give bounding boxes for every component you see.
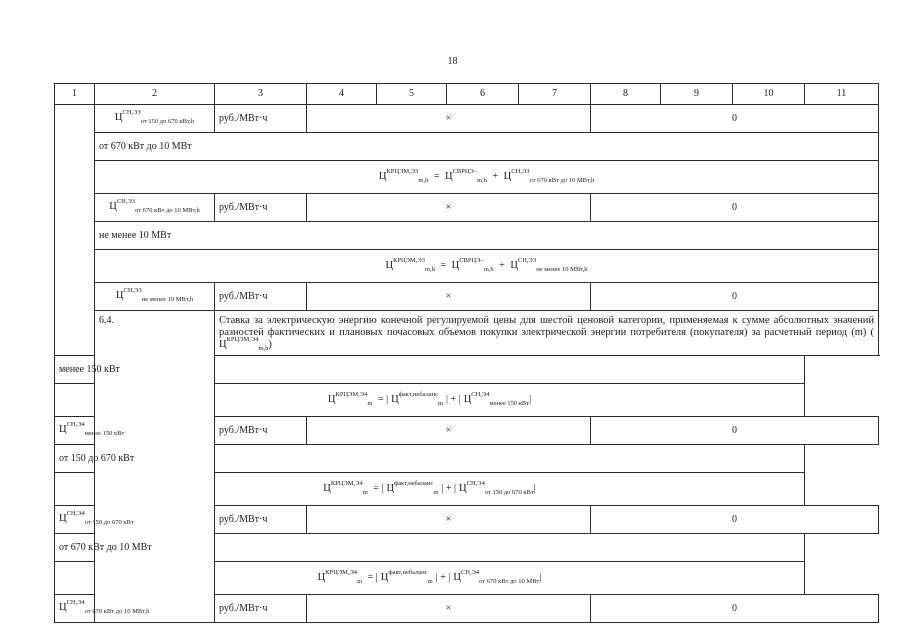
formula-row: [55, 562, 879, 595]
value-cell: 0: [591, 595, 879, 623]
price-symbol-cell: $Ц^{СН,ЭЗ}_{не менее 10 МВт,h}$: [95, 283, 215, 311]
cross-cell: ×: [307, 506, 591, 534]
unit-cell: руб./МВт·ч: [215, 283, 307, 311]
unit-cell: руб./МВт·ч: [215, 595, 307, 623]
price-symbol-cell: $Ц^{СН,Э4}_{менее 150 кВт}$: [55, 417, 95, 445]
value-cell: 0: [591, 105, 879, 133]
table-row: [55, 105, 879, 133]
price-symbol-cell: $Ц^{СН,ЭЗ}_{от 150 до 670 кВт,h}$: [95, 105, 215, 133]
section-label: от 150 до 670 кВт: [55, 445, 805, 473]
table-row: [55, 194, 879, 222]
section-label-row: [55, 222, 879, 250]
col-header-6: 6: [447, 84, 519, 105]
col-header-5: 5: [377, 84, 447, 105]
col-header-10: 10: [733, 84, 805, 105]
cross-cell: ×: [307, 417, 591, 445]
formula-cell: $Ц^{КРЦЭМ,Э4}_m$ = | $Ц^{факт,небаланс}_m$ | + | $Ц^{СН,Э4}_{от 670 кВт до 10 МВт}|$: [55, 562, 805, 595]
table-row: [55, 283, 879, 311]
value-cell: 0: [591, 283, 879, 311]
cross-cell: ×: [307, 105, 591, 133]
section-label: менее 150 кВт: [55, 356, 805, 384]
cross-cell: ×: [307, 194, 591, 222]
price-symbol-cell: $Ц^{СН,Э4}_{от 150 до 670 кВт}$: [55, 506, 95, 534]
section-label: от 670 кВт до 10 МВт: [55, 534, 805, 562]
col-header-1: 1: [55, 84, 95, 105]
col-header-7: 7: [519, 84, 591, 105]
col-header-11: 11: [805, 84, 879, 105]
section-label-row: [55, 356, 879, 384]
value-cell: 0: [591, 194, 879, 222]
formula-cell: $Ц^{КРЦЭМ,Э4}_m$ = | $Ц^{факт,небаланс}_m$ | + | $Ц^{СН,Э4}_{от 150 до 670 кВт}|$: [55, 473, 805, 506]
col-header-8: 8: [591, 84, 661, 105]
page-number: 18: [447, 56, 458, 67]
item-number-cell: [55, 105, 95, 356]
formula-cell: $Ц^{КРЦЭМ,Э4}_m$ = | $Ц^{факт,небаланс}_m$ | + | $Ц^{СН,Э4}_{менее 150 кВт}|$: [55, 384, 805, 417]
col-header-3: 3: [215, 84, 307, 105]
unit-cell: руб./МВт·ч: [215, 194, 307, 222]
formula-row: [55, 250, 879, 283]
formula-row: [55, 161, 879, 194]
cross-cell: ×: [307, 595, 591, 623]
col-header-9: 9: [661, 84, 733, 105]
formula-cell: $Ц^{КРЦЭМ,ЭЗ}_{m,h} = Ц^{СВРЦЭ-}_{m,h} + Ц^{СН,ЭЗ}_{от 670 кВт до 10 МВт,h}$: [95, 161, 879, 194]
formula-row: [55, 384, 879, 417]
item-description-row: [55, 311, 879, 356]
item-description: Ставка за электрическую энергию конечной регулируемой цены для шестой ценовой категории, применяемая к сумме абсолютных значений разностей фактических и плановых почасовых объемов покупки электрической энергии потребителя (покупателя) за расчетный период (m) $(Ц^{КРЦЭМ,Э4}_{m,h})$: [215, 311, 879, 356]
unit-cell: руб./МВт·ч: [215, 105, 307, 133]
tariff-table: [54, 83, 879, 623]
column-number-row: [55, 84, 879, 105]
unit-cell: руб./МВт·ч: [215, 417, 307, 445]
section-label-row: [55, 534, 879, 562]
formula-cell: $Ц^{КРЦЭМ,ЭЗ}_{m,h} = Ц^{СВРЦЭ-}_{m,h} + Ц^{СН,ЭЗ}_{не менее 10 МВт,h}$: [95, 250, 879, 283]
section-label: от 670 кВт до 10 МВт: [95, 133, 879, 161]
item-number: 6.4.: [95, 311, 215, 623]
value-cell: 0: [591, 417, 879, 445]
unit-cell: руб./МВт·ч: [215, 506, 307, 534]
col-header-2: 2: [95, 84, 215, 105]
value-cell: 0: [591, 506, 879, 534]
section-label-row: [55, 133, 879, 161]
section-label-row: [55, 445, 879, 473]
price-symbol-cell: $Ц^{СН,Э4}_{от 670 кВт до 10 МВт,h}$: [55, 595, 95, 623]
section-label: не менее 10 МВт: [95, 222, 879, 250]
formula-row: [55, 473, 879, 506]
price-symbol-cell: $Ц^{СН,ЭЗ}_{от 670 кВт до 10 МВт,h}$: [95, 194, 215, 222]
cross-cell: ×: [307, 283, 591, 311]
col-header-4: 4: [307, 84, 377, 105]
